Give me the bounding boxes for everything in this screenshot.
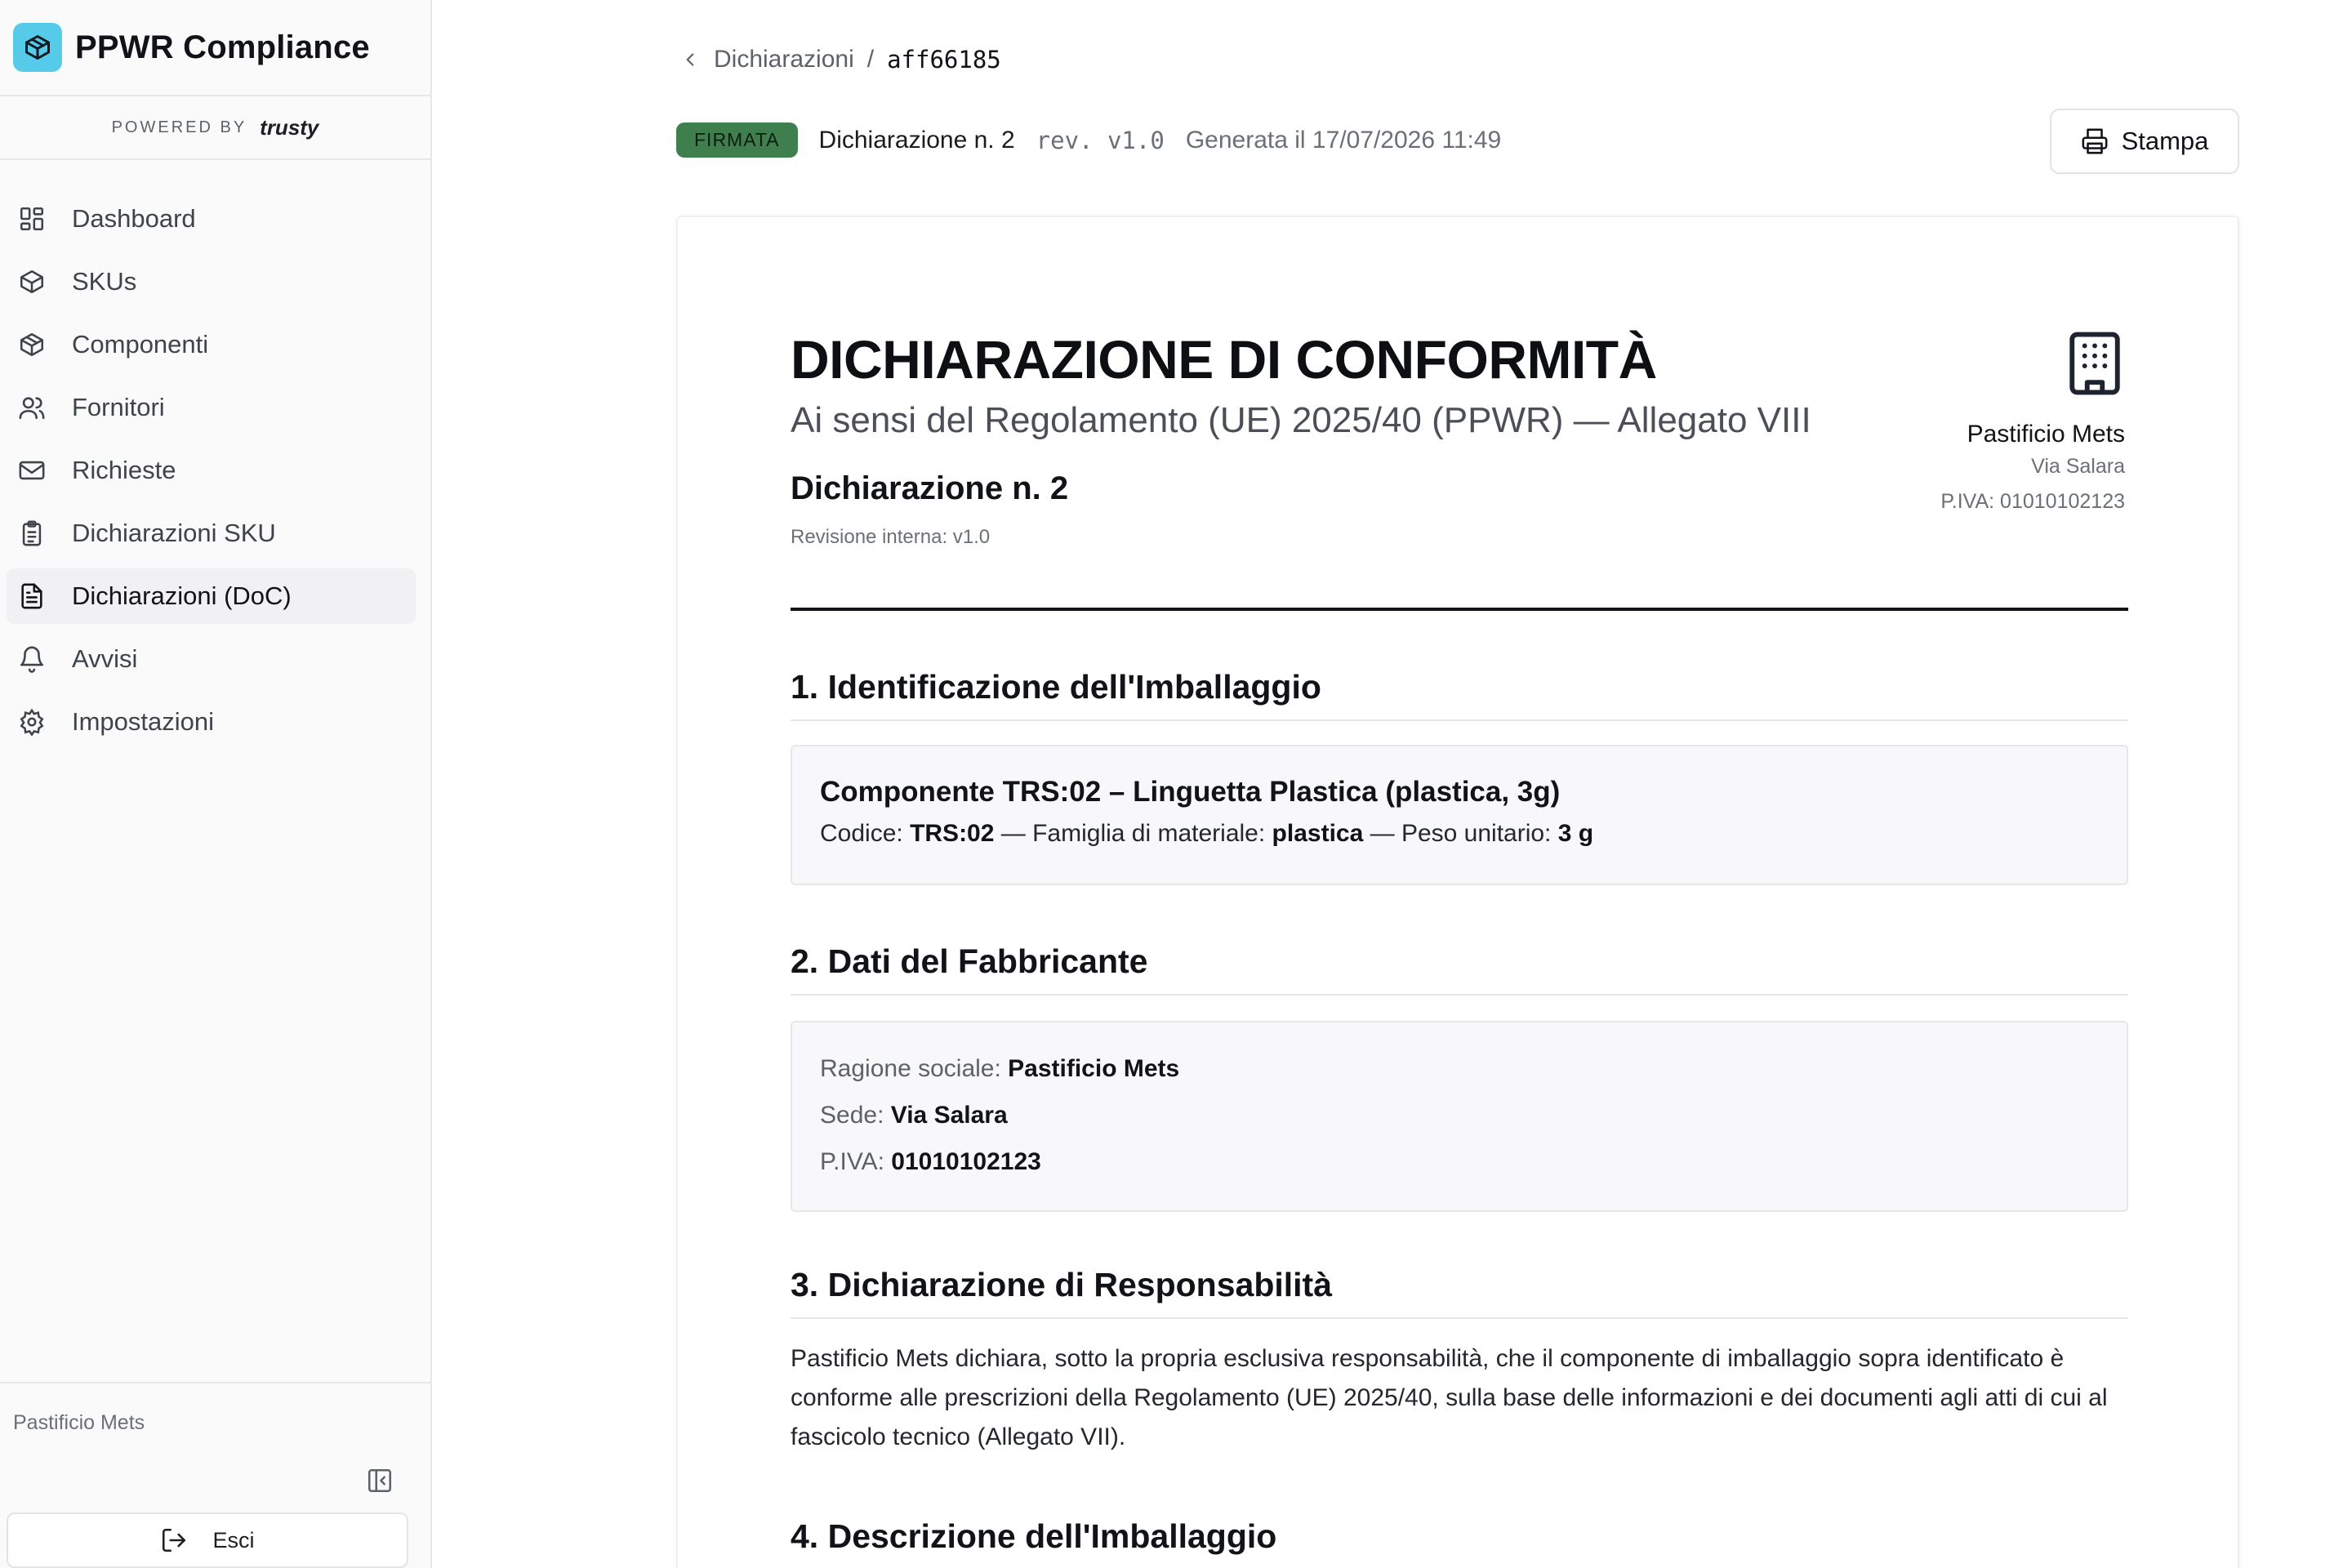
sidebar-item-label: SKUs xyxy=(72,267,137,296)
breadcrumb-separator: / xyxy=(866,46,875,73)
family-label: — Famiglia di materiale: xyxy=(994,820,1266,847)
weight-label: — Peso unitario: xyxy=(1363,820,1552,847)
sidebar-item-skus[interactable] xyxy=(7,254,416,310)
sidebar-item-label: Dichiarazioni SKU xyxy=(72,519,276,547)
sidebar-item-label: Impostazioni xyxy=(72,707,215,736)
status-badge: FIRMATA xyxy=(676,122,798,158)
label: Ragione sociale: xyxy=(820,1055,1001,1082)
app-title: PPWR Compliance xyxy=(75,29,370,65)
sidebar-item-label: Componenti xyxy=(72,330,209,359)
print-button[interactable] xyxy=(2050,109,2239,174)
code-label: Codice: xyxy=(820,820,903,847)
gear-icon xyxy=(18,708,46,736)
powered-by xyxy=(0,96,430,160)
sidebar-item-label: Richieste xyxy=(72,456,176,484)
logout-icon xyxy=(160,1526,188,1554)
family-value: plastica xyxy=(1272,820,1364,847)
company-vat: P.IVA: 01010102123 xyxy=(1940,490,2125,513)
section-2-title: 2. Dati del Fabbricante xyxy=(791,942,2128,996)
document-header xyxy=(676,122,1501,158)
sidebar xyxy=(0,0,432,1568)
sidebar-nav xyxy=(0,160,430,750)
component-title: Componente TRS:02 – Linguetta Plastica (plastica, 3g) xyxy=(820,776,1561,808)
value: Pastificio Mets xyxy=(1008,1055,1180,1082)
print-label: Stampa xyxy=(2121,127,2209,155)
document-number: Dichiarazione n. 2 xyxy=(791,470,1069,506)
mail-icon xyxy=(18,457,46,484)
section-4-title: 4. Descrizione dell'Imballaggio xyxy=(791,1517,2128,1568)
logout-button[interactable] xyxy=(7,1512,408,1568)
company-seat-row xyxy=(820,1092,2099,1138)
company-address: Via Salara xyxy=(2031,455,2125,478)
document-subtitle: Ai sensi del Regolamento (UE) 2025/40 (PPWR) — Allegato VIII xyxy=(791,400,1811,440)
building-icon xyxy=(2065,330,2125,397)
chevron-left-icon[interactable] xyxy=(679,49,701,70)
sidebar-item-richieste[interactable] xyxy=(7,443,416,498)
organization-name: Pastificio Mets xyxy=(13,1411,145,1434)
sidebar-item-impostazioni[interactable] xyxy=(7,694,416,750)
users-icon xyxy=(18,394,46,421)
packaging-identification-box xyxy=(791,745,2128,885)
label: Sede: xyxy=(820,1102,884,1129)
logout-label: Esci xyxy=(212,1527,255,1552)
manufacturer-data-box xyxy=(791,1021,2128,1212)
document-revision: rev. v1.0 xyxy=(1036,126,1165,154)
bell-icon xyxy=(18,645,46,673)
sidebar-item-label: Avvisi xyxy=(72,644,138,673)
sidebar-item-dashboard[interactable] xyxy=(7,191,416,247)
sidebar-item-label: Dichiarazioni (DoC) xyxy=(72,581,292,610)
collapse-sidebar-icon[interactable] xyxy=(366,1467,394,1494)
sidebar-item-label: Fornitori xyxy=(72,393,165,421)
sidebar-footer xyxy=(0,1382,430,1568)
code-value: TRS:02 xyxy=(910,820,995,847)
section-1-title: 1. Identificazione dell'Imballaggio xyxy=(791,668,2128,721)
section-3-title: 3. Dichiarazione di Responsabilità xyxy=(791,1266,2128,1319)
company-name: Pastificio Mets xyxy=(1967,421,2125,448)
powered-by-label: POWERED BY xyxy=(111,118,247,136)
sidebar-item-label: Dashboard xyxy=(72,204,196,233)
declaration-document xyxy=(676,216,2239,1568)
header-divider xyxy=(791,608,2128,611)
internal-revision: Revisione interna: v1.0 xyxy=(791,526,991,548)
trusty-logo: trusty xyxy=(260,114,319,140)
printer-icon xyxy=(2081,127,2109,155)
box-icon xyxy=(18,268,46,296)
label: P.IVA: xyxy=(820,1148,884,1175)
file-text-icon xyxy=(18,582,46,610)
component-details xyxy=(820,820,2099,848)
breadcrumb xyxy=(679,46,1001,74)
breadcrumb-parent-link[interactable]: Dichiarazioni xyxy=(714,46,854,73)
company-block xyxy=(1940,330,2125,514)
dashboard-icon xyxy=(18,205,46,233)
value: 01010102123 xyxy=(891,1148,1041,1175)
generated-timestamp: Generata il 17/07/2026 11:49 xyxy=(1185,126,1502,154)
sidebar-item-componenti[interactable] xyxy=(7,317,416,372)
sidebar-item-dichiarazioni-doc[interactable] xyxy=(7,568,416,624)
sidebar-item-avvisi[interactable] xyxy=(7,631,416,687)
brand-header[interactable] xyxy=(0,0,430,96)
value: Via Salara xyxy=(890,1102,1008,1129)
package-icon xyxy=(18,331,46,359)
company-name-row xyxy=(820,1045,2099,1092)
sidebar-item-fornitori[interactable] xyxy=(7,380,416,435)
package-logo-icon xyxy=(13,23,62,72)
clipboard-icon xyxy=(18,519,46,547)
weight-value: 3 g xyxy=(1557,820,1594,847)
sidebar-item-dichiarazioni-sku[interactable] xyxy=(7,506,416,561)
breadcrumb-current: aff66185 xyxy=(887,46,1001,74)
responsibility-statement: Pastificio Mets dichiara, sotto la propria esclusiva responsabilità, che il componente di imballaggio sopra identificato è conforme alle prescrizioni della Regolamento (UE) 2025/40, sulla base delle informazioni e dei documenti agli atti di cui al fascicolo tecnico (Allegato VII). xyxy=(791,1345,2108,1450)
company-vat-row xyxy=(820,1138,2099,1185)
document-name: Dichiarazione n. 2 xyxy=(818,126,1015,154)
document-title: DICHIARAZIONE DI CONFORMITÀ xyxy=(791,329,1657,390)
